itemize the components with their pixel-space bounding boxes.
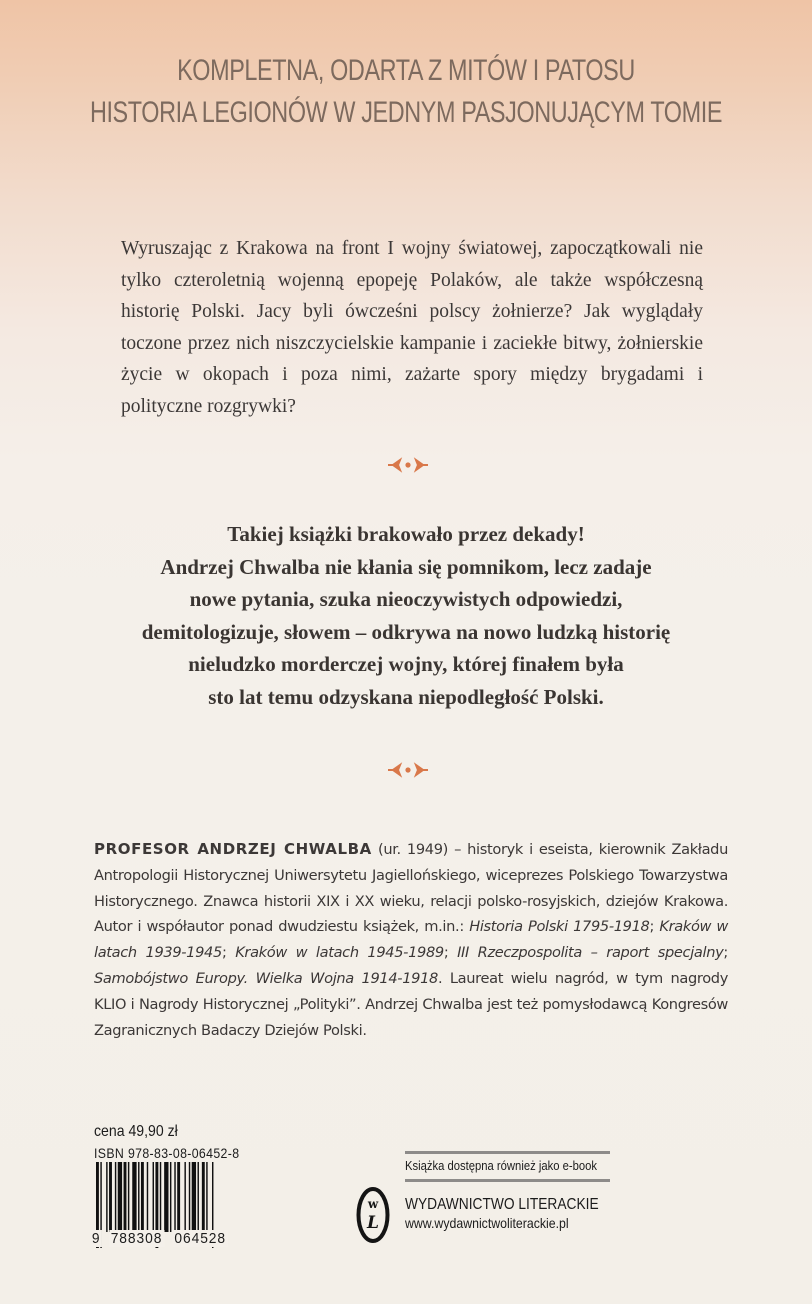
barcode-bar: [198, 1162, 199, 1232]
barcode-bar: [184, 1162, 185, 1232]
ornament-divider-icon: [386, 762, 430, 778]
barcode-bar: [174, 1162, 175, 1232]
tagline-line-2: HISTORIA LEGIONÓW W JEDNYM PASJONUJĄCYM TOMIE: [89, 96, 723, 129]
barcode-bar: [141, 1162, 144, 1232]
book-title: Kraków w latach 1945-1989: [235, 944, 444, 962]
barcode-bar: [206, 1162, 207, 1232]
publisher-url[interactable]: www.wydawnictwoliterackie.pl: [405, 1215, 569, 1231]
ebook-note: [405, 1151, 610, 1182]
barcode-digits: [90, 1230, 228, 1247]
barcode-bar: [138, 1162, 139, 1232]
barcode-bar: [128, 1162, 129, 1232]
isbn-label: ISBN 978-83-08-06452-8: [94, 1145, 240, 1161]
barcode-bar: [164, 1162, 168, 1232]
ebook-note-text: Książka dostępna również jako e-book: [405, 1159, 597, 1173]
publisher-name: WYDAWNICTWO LITERACKIE: [405, 1196, 599, 1213]
author-bio: [94, 837, 728, 1043]
separator: ;: [221, 944, 236, 962]
barcode-bar: [132, 1162, 136, 1232]
bio-text: (ur. 1949) – historyk i eseista, kierownik Zakładu Antropologii Historycznej Uniwersytetu Jagiellońskiego, wiceprezes Polskiego Towarzystwa Historycznego. Znawca historii XIX i XX wieku, relacji polsko-rosyjskich, dziejów Krakowa. Autor i współautor ponad dwudziestu książek, m.in.:: [94, 841, 728, 936]
tagline-line-1: KOMPLETNA, ODARTA Z MITÓW I PATOSU: [177, 54, 635, 87]
quote-line: nieludzko morderczej wojny, której finałem była: [188, 652, 624, 676]
barcode-bar: [115, 1162, 116, 1232]
barcode-bar: [153, 1162, 154, 1232]
barcode-bar: [192, 1162, 196, 1232]
svg-text:L: L: [367, 1213, 379, 1233]
barcode-bar: [147, 1162, 148, 1232]
intro-paragraph: Wyruszając z Krakowa na front I wojny światowej, zapoczątkowali nie tylko czteroletnią wojenną epopeję Polaków, ale także współczesną historię Polski. Jacy byli ówcześni polscy żołnierze? Jak wyglądały toczone przez nich niszczycielskie kampanie i zaciekłe bitwy, żołnierskie życie w okopach i poza nimi, zażarte spory między brygadami i polityczne rozgrywki?: [121, 238, 703, 417]
quote-line: Takiej książki brakowało przez dekady!: [227, 522, 585, 546]
barcode-group-2: 064528: [174, 1230, 226, 1247]
wl-logo-icon: [356, 1186, 390, 1244]
quote-line: Andrzej Chwalba nie kłania się pomnikom, lecz zadaje: [160, 554, 652, 579]
barcode-group-1: 788308: [110, 1230, 163, 1247]
quote-block: [80, 518, 732, 713]
barcode-bar: [202, 1162, 205, 1232]
ornament-divider-icon: [386, 457, 430, 473]
barcode-bar: [189, 1162, 190, 1232]
svg-text:w: w: [367, 1197, 379, 1211]
quote-line: sto lat temu odzyskana niepodległość Polski.: [208, 684, 604, 709]
separator: ;: [723, 944, 728, 962]
author-name: PROFESOR ANDRZEJ CHWALBA: [94, 840, 372, 858]
publisher-info: [405, 1196, 630, 1232]
barcode-bar: [109, 1162, 112, 1232]
separator: ;: [443, 944, 458, 962]
barcode-lead-digit: 9: [91, 1230, 101, 1247]
barcode-bar: [160, 1162, 161, 1232]
quote-line: nowe pytania, szuka nieoczywistych odpowiedzi,: [189, 587, 623, 611]
separator: ;: [649, 918, 660, 936]
price-label: cena 49,90 zł: [94, 1123, 178, 1140]
barcode-bar: [106, 1162, 107, 1232]
barcode-bar: [170, 1162, 171, 1232]
book-title: Kraków w latach 1939-1945: [94, 918, 729, 962]
quote-line: demitologizuje, słowem – odkrywa na nowo ludzką historię: [141, 619, 671, 644]
tagline: [89, 50, 722, 134]
barcode-bar: [118, 1162, 122, 1232]
barcode-bar: [124, 1162, 127, 1232]
book-title: III Rzeczpospolita – raport specjalny: [457, 944, 724, 962]
book-title: Samobójstwo Europy. Wielka Wojna 1914-1918: [94, 969, 438, 987]
bio-text: . Laureat wielu nagród, w tym nagrody KLIO i Nagrody Historycznej „Polityki”. Andrzej Chwalba jest też pomysłodawcą Kongresów Zagranicznych Badaczy Dziejów Polski.: [94, 969, 728, 1039]
barcode-bar: [177, 1162, 180, 1232]
book-title: Historia Polski 1795-1918: [469, 918, 650, 936]
